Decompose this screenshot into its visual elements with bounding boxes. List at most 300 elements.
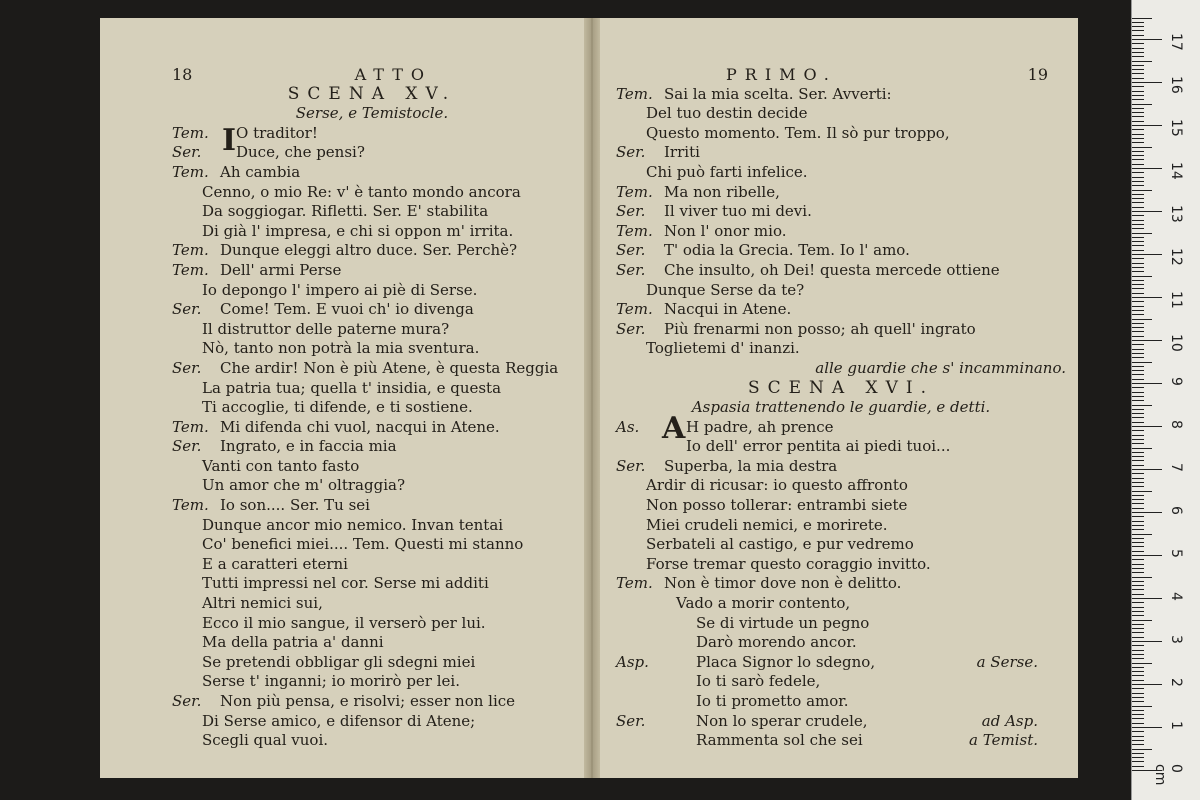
verse-line [172,222,572,242]
ruler-tick [1132,22,1144,23]
ruler-tick [1132,258,1144,259]
ruler-tick [1132,508,1144,509]
ruler-tick [1132,731,1144,732]
ruler-tick [1132,181,1144,182]
ruler-tick [1132,680,1144,681]
ruler-tick [1132,598,1162,599]
speaker-label: Tem. [616,300,653,319]
ruler-tick [1132,108,1144,109]
ruler-tick [1132,405,1152,406]
speaker-label: As. [616,417,640,436]
verse-line [616,143,1066,163]
ruler-tick [1132,142,1144,143]
verse-line [616,633,1066,653]
ruler-tick [1132,357,1144,358]
verse-line [172,320,572,340]
verse-line [172,692,572,712]
ruler-tick [1132,349,1144,350]
ruler-tick [1132,663,1152,664]
verse-line [172,633,572,653]
ruler-tick [1132,761,1144,762]
ruler-tick [1132,435,1144,436]
ruler-tick [1132,439,1144,440]
scene-cast-xv: Serse, e Temistocle. [295,104,449,123]
ruler-tick [1132,658,1144,659]
verse-text: Placa Signor lo sdegno, [696,652,876,671]
ruler-tick [1132,559,1144,560]
ruler-tick [1132,327,1144,328]
verse-text: Di Serse amico, e difensor di Atene; [202,711,476,730]
verse-text: Dell' armi Perse [220,260,342,279]
ruler-tick [1132,284,1144,285]
scene-cast-xvi: Aspasia trattenendo le guardie, e detti. [691,398,991,417]
ruler-label: 0 cm [1152,764,1184,786]
ruler-tick [1132,568,1144,569]
ruler-tick [1132,91,1144,92]
verse-text: Tutti impressi nel cor. Serse mi additi [202,574,489,593]
verse-line [616,281,1066,301]
ruler-tick [1132,740,1144,741]
verse-line [616,574,1066,594]
verse-text: Miei crudeli nemici, e morirete. [646,515,888,534]
verse-text: Che ardir! Non è più Atene, è questa Reggia [220,358,559,377]
ruler-tick [1132,749,1152,750]
stage-aside: a Temist. [969,731,1038,750]
verse-text: Dunque Serse da te? [646,280,805,299]
ruler-label: 1 [1168,721,1184,730]
speaker-label: Ser. [616,711,646,730]
verse-line [616,555,1066,575]
right-page-header [616,65,1066,85]
verse-line [172,653,572,673]
ruler-label: 11 [1168,291,1184,309]
verse-line [172,731,572,751]
verse-text: Da soggiogar. Rifletti. Ser. E' stabilita [202,202,489,221]
speaker-label: Ser. [172,300,202,319]
verse-line [616,320,1066,340]
verse-text: Non posso tollerar: entrambi siete [646,496,908,515]
ruler-tick [1132,456,1144,457]
verse-text: Di già l' impresa, e chi si oppon m' irrita. [202,221,514,240]
verse-line [616,712,1066,732]
ruler-tick [1132,69,1144,70]
ruler-tick [1132,26,1144,27]
ruler-label: 10 [1168,334,1184,352]
ruler-tick [1132,512,1162,513]
stage-aside: a Serse. [976,652,1038,671]
ruler-tick [1132,301,1144,302]
drop-cap-letter: A [662,410,686,446]
verse-line [172,183,572,203]
ruler-label: 7 [1168,463,1184,472]
verse-line [616,614,1066,634]
verse-text: La patria tua; quella t' insidia, e questa [202,378,502,397]
ruler-tick [1132,675,1144,676]
verse-text: Ingrato, e in faccia mia [220,437,397,456]
open-book [100,18,1078,778]
ruler-tick [1132,241,1144,242]
ruler-tick [1132,718,1144,719]
speaker-label: Tem. [616,221,653,240]
ruler-tick [1132,585,1144,586]
ruler-tick [1132,525,1144,526]
page-number-right: 19 [1027,65,1048,84]
measurement-ruler [1131,0,1200,800]
ruler-tick [1132,620,1152,621]
ruler-tick [1132,469,1162,470]
speaker-label: Tem. [616,84,653,103]
speaker-label: Ser. [616,319,646,338]
verse-line [616,731,1066,751]
verse-text: H padre, ah prence [686,417,834,436]
ruler-tick [1132,95,1144,96]
verse-line [172,202,572,222]
ruler-tick [1132,164,1144,165]
verse-line [172,437,572,457]
ruler-tick [1132,387,1144,388]
ruler-tick [1132,116,1144,117]
ruler-tick [1132,207,1144,208]
verse-line [616,183,1066,203]
ruler-tick [1132,48,1144,49]
verse-line [616,496,1066,516]
verse-line [616,124,1066,144]
ruler-tick [1132,104,1152,105]
ruler-label: 16 [1168,76,1184,94]
ruler-tick [1132,344,1144,345]
speaker-label: Ser. [172,143,202,162]
verse-line [172,379,572,399]
verse-text: Nacqui in Atene. [664,300,792,319]
ruler-tick [1132,701,1144,702]
verse-line [172,281,572,301]
verse-text: Il viver tuo mi devi. [664,202,812,221]
verse-text: Ti accoglie, ti difende, e ti sostiene. [202,398,473,417]
ruler-label: 2 [1168,678,1184,687]
verse-text: Irriti [664,143,700,162]
ruler-tick [1132,155,1144,156]
ruler-tick [1132,693,1144,694]
ruler-label: 13 [1168,205,1184,223]
ruler-tick [1132,254,1162,255]
ruler-tick [1132,185,1144,186]
speaker-label: Ser. [616,456,646,475]
ruler-tick [1132,172,1144,173]
verse-text: Forse tremar questo coraggio invitto. [646,554,931,573]
ruler-tick [1132,615,1144,616]
ruler-label: 17 [1168,33,1184,51]
verse-text: Un amor che m' oltraggia? [202,476,405,495]
ruler-tick [1132,542,1144,543]
ruler-label: 6 [1168,506,1184,515]
ruler-tick [1132,551,1144,552]
ruler-tick [1132,688,1144,689]
speaker-label: Tem. [172,496,209,515]
ruler-tick [1132,370,1144,371]
ruler-tick [1132,611,1144,612]
verse-line [172,535,572,555]
verse-line [172,476,572,496]
ruler-tick [1132,443,1144,444]
verse-line [172,672,572,692]
left-page-header [172,65,572,85]
ruler-tick [1132,723,1144,724]
verse-text: Nò, tanto non potrà la mia sventura. [202,339,480,358]
ruler-tick [1132,697,1144,698]
ruler-tick [1132,267,1144,268]
verse-line [172,712,572,732]
speaker-label: Asp. [616,652,649,671]
verse-text: Mi difenda chi vuol, nacqui in Atene. [220,417,500,436]
ruler-tick [1132,233,1152,234]
verse-line [172,496,572,516]
ruler-tick [1132,766,1144,767]
verse-text: Se di virtude un pegno [696,613,870,632]
left-page-text [172,65,572,751]
ruler-label: 8 [1168,420,1184,429]
verse-text: Che insulto, oh Dei! questa mercede ottiene [664,260,1000,279]
ruler-tick [1132,650,1144,651]
verse-line [616,241,1066,261]
verse-line [172,418,572,438]
ruler-tick [1132,744,1144,745]
ruler-tick [1132,495,1144,496]
verse-text: Vanti con tanto fasto [202,456,360,475]
verse-text: Questo momento. Tem. Il sò pur troppo, [646,123,950,142]
ruler-tick [1132,331,1144,332]
verse-text: Io depongo l' impero ai piè di Serse. [202,280,478,299]
ruler-tick [1132,202,1144,203]
running-title-right: PRIMO. [726,65,837,84]
verse-text: Del tuo destin decide [646,104,808,123]
verse-line [616,535,1066,555]
speaker-label: Tem. [172,260,209,279]
ruler-tick [1132,125,1162,126]
ruler-tick [1132,306,1144,307]
ruler-tick [1132,641,1162,642]
ruler-tick [1132,159,1144,160]
left-page [100,18,590,778]
ruler-label: 12 [1168,248,1184,266]
ruler-tick [1132,667,1144,668]
ruler-tick [1132,426,1162,427]
verse-line [172,614,572,634]
verse-text: Se pretendi obbligar gli sdegni miei [202,652,476,671]
speaker-label: Ser. [172,358,202,377]
ruler-tick [1132,73,1144,74]
verse-text: Io ti sarò fedele, [696,672,821,691]
verse-line [172,457,572,477]
verse-text: Rammenta sol che sei [696,731,863,750]
ruler-label: 14 [1168,162,1184,180]
ruler-tick [1132,452,1144,453]
ruler-tick [1132,577,1152,578]
ruler-tick [1132,245,1144,246]
ruler-tick [1132,529,1144,530]
ruler-tick [1132,374,1144,375]
ruler-tick [1132,465,1144,466]
speaker-label: Tem. [172,241,209,260]
ruler-tick [1132,220,1144,221]
verse-text: Altri nemici sui, [202,594,323,613]
ruler-tick [1132,736,1144,737]
verse-text: Dunque ancor mio nemico. Invan tentai [202,515,504,534]
ruler-tick [1132,280,1144,281]
ruler-tick [1132,727,1162,728]
ruler-tick [1132,645,1144,646]
ruler-tick [1132,297,1162,298]
ruler-tick [1132,632,1144,633]
verse-text: O traditor! [236,123,318,142]
speaker-label: Tem. [172,417,209,436]
ruler-tick [1132,448,1152,449]
verse-text: Scegli qual vuoi. [202,731,329,750]
book-gutter [584,18,600,778]
ruler-tick [1132,43,1144,44]
verse-line [616,516,1066,536]
ruler-tick [1132,18,1152,19]
verse-line [616,202,1066,222]
verse-text: Co' benefici miei.... Tem. Questi mi stanno [202,535,524,554]
ruler-tick [1132,168,1162,169]
ruler-tick [1132,409,1144,410]
verse-text: Cenno, o mio Re: v' è tanto mondo ancora [202,182,521,201]
ruler-tick [1132,400,1144,401]
ruler-tick [1132,684,1162,685]
ruler-tick [1132,460,1144,461]
ruler-tick [1132,151,1144,152]
speaker-label: Ser. [616,260,646,279]
right-page [592,18,1078,778]
speaker-label: Ser. [616,143,646,162]
ruler-tick [1132,581,1144,582]
left-dialogue [172,124,572,751]
ruler-tick [1132,555,1162,556]
ruler-tick [1132,753,1144,754]
ruler-label: 15 [1168,119,1184,137]
verse-text: Toglietemi d' inanzi. [646,339,800,358]
ruler-tick [1132,134,1144,135]
ruler-tick [1132,602,1144,603]
verse-line [616,653,1066,673]
verse-text: Ecco il mio sangue, il verserò per lui. [202,613,486,632]
verse-text: Io ti prometto amor. [696,692,849,710]
ruler-label: 4 [1168,592,1184,601]
verse-text: Non è timor dove non è delitto. [664,574,902,593]
ruler-tick [1132,190,1152,191]
verse-text: T' odia la Grecia. Tem. Io l' amo. [664,241,910,260]
ruler-tick [1132,654,1144,655]
verse-line [616,261,1066,281]
ruler-tick [1132,521,1144,522]
verse-line [616,163,1066,183]
ruler-tick [1132,637,1144,638]
verse-line [172,339,572,359]
verse-line [172,163,572,183]
ruler-tick [1132,362,1152,363]
verse-line [172,359,572,379]
running-title-left: ATTO [354,65,432,84]
scene-title-xv: SCENA XV. [287,83,457,104]
ruler-tick [1132,478,1144,479]
ruler-tick [1132,293,1144,294]
ruler-tick [1132,310,1144,311]
ruler-tick [1132,413,1144,414]
ruler-tick [1132,534,1152,535]
ruler-tick [1132,198,1144,199]
ruler-tick [1132,323,1144,324]
verse-text: Non più pensa, e risolvi; esser non lice [220,692,516,710]
verse-line [616,222,1066,242]
ruler-tick [1132,237,1144,238]
verse-line [616,339,1066,359]
right-page-text [616,65,1066,751]
verse-text: Serse t' inganni; io morirò per lei. [202,672,460,691]
ruler-tick [1132,714,1144,715]
verse-line [616,410,1066,446]
ruler-tick [1132,383,1162,384]
speaker-label: Tem. [172,162,209,181]
ruler-tick [1132,353,1144,354]
verse-line [172,261,572,281]
verse-text: Non lo sperar crudele, [696,711,868,730]
verse-text: Superba, la mia destra [664,456,838,475]
ruler-tick [1132,121,1144,122]
ruler-tick [1132,52,1144,53]
verse-line [172,300,572,320]
ruler-tick [1132,379,1144,380]
ruler-tick [1132,422,1144,423]
ruler-tick [1132,706,1152,707]
ruler-tick [1132,276,1152,277]
stage-direction: alle guardie che s' incamminano. [815,358,1066,377]
verse-text: Sai la mia scelta. Ser. Avverti: [664,84,892,103]
speaker-label: Tem. [172,123,209,142]
speaker-label: Ser. [616,202,646,221]
verse-text: Il distruttor delle paterne mura? [202,319,450,338]
ruler-tick [1132,491,1152,492]
ruler-tick [1132,473,1144,474]
ruler-tick [1132,78,1144,79]
ruler-tick [1132,65,1144,66]
ruler-tick [1132,594,1144,595]
speaker-label: Ser. [172,437,202,456]
ruler-label: 3 [1168,635,1184,644]
verse-text: Chi può farti infelice. [646,162,808,181]
ruler-tick [1132,430,1144,431]
stage-aside: ad Asp. [981,711,1038,730]
verse-line [172,241,572,261]
verse-line [172,574,572,594]
ruler-tick [1132,516,1144,517]
right-dialogue-top [616,85,1066,359]
verse-text: Ma della patria a' danni [202,633,384,652]
ruler-tick [1132,288,1144,289]
verse-line [172,594,572,614]
ruler-tick [1132,503,1144,504]
ruler-tick [1132,607,1144,608]
scene-title-xvi: SCENA XVI. [747,377,935,398]
verse-line [172,555,572,575]
ruler-tick [1132,224,1144,225]
verse-text: Duce, che pensi? [236,143,365,162]
verse-line [172,398,572,418]
verse-text: Ah cambia [220,162,301,181]
ruler-tick [1132,147,1152,148]
ruler-tick [1132,564,1144,565]
verse-text: Vado a morir contento, [676,594,851,613]
ruler-tick [1132,319,1152,320]
